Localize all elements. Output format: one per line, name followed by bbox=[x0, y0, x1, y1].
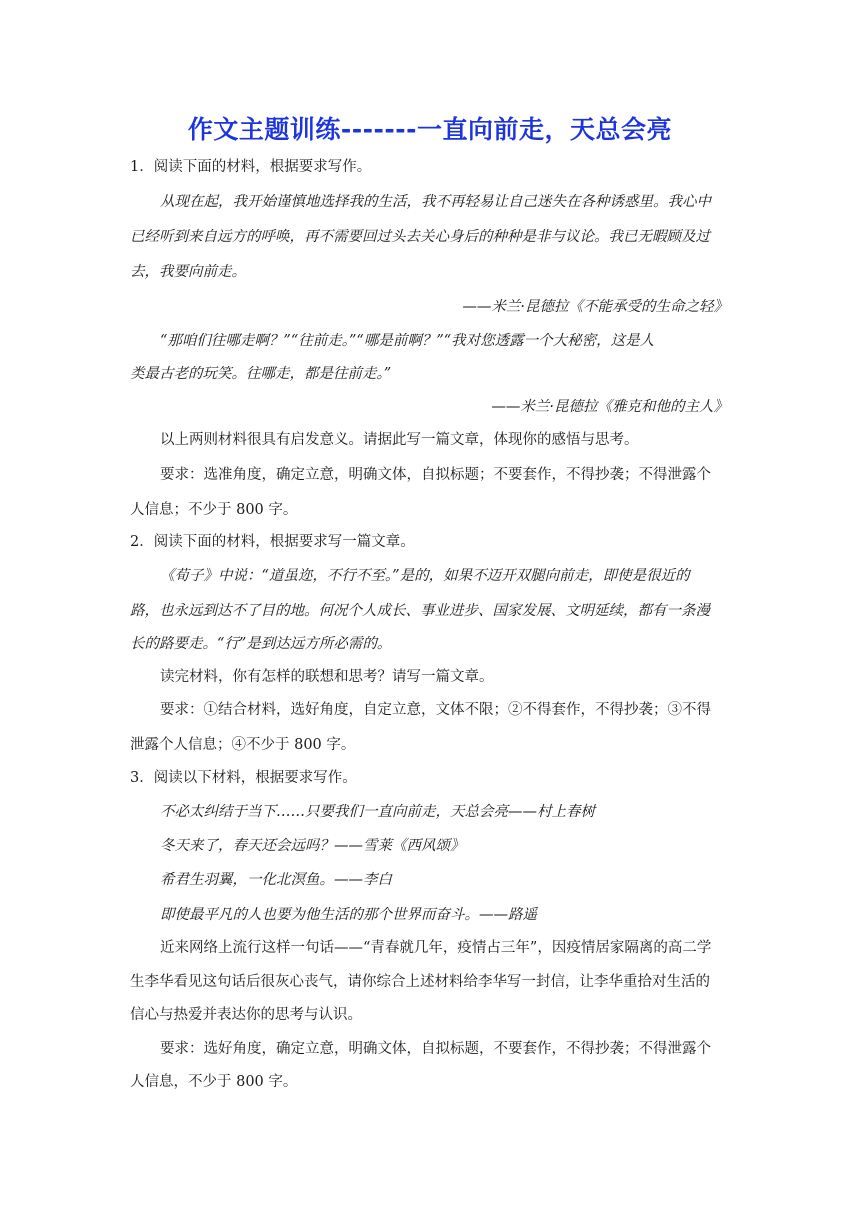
q3-task-line1: 近来网络上流行这样一句话——“青春就几年，疫情占三年”，因疫情居家隔离的高二学 bbox=[160, 940, 712, 956]
q1-material1-line1: 从现在起，我开始谨慎地选择我的生活，我不再轻易让自己迷失在各种诱惑里。我心中 bbox=[160, 194, 711, 210]
q2-task: 读完材料，你有怎样的联想和思考？请写一篇文章。 bbox=[160, 669, 494, 685]
q1-requirement-line2: 人信息；不少于 800 字。 bbox=[130, 502, 298, 518]
q3-task-line3: 信心与热爱并表达你的思考与认识。 bbox=[130, 1007, 362, 1023]
q2-requirement-line1: 要求：①结合材料，选好角度，自定立意，文体不限；②不得套作，不得抄袭；③不得 bbox=[160, 702, 711, 718]
q1-material1-line3: 去，我要向前走。 bbox=[130, 264, 246, 280]
q1-heading: 1．阅读下面的材料，根据要求写作。 bbox=[130, 159, 372, 175]
q1-material2-source: ——米兰·昆德拉《雅克和他的主人》 bbox=[491, 399, 728, 415]
q3-quote-2: 冬天来了，春天还会远吗？——雪莱《西风颂》 bbox=[160, 838, 465, 854]
q1-task: 以上两则材料很具有启发意义。请据此写一篇文章，体现你的感悟与思考。 bbox=[160, 432, 639, 448]
q2-material-line2: 路，也永远到达不了目的地。何况个人成长、事业进步、国家发展、文明延续，都有一条漫 bbox=[130, 603, 710, 619]
q1-material1-source: ——米兰·昆德拉《不能承受的生命之轻》 bbox=[462, 299, 728, 315]
q2-material-line3: 长的路要走。“行”是到达远方所必需的。 bbox=[130, 636, 392, 652]
q2-material-line1: 《荀子》中说：“道虽迩，不行不至。”是的，如果不迈开双腿向前走，即使是很近的 bbox=[160, 568, 690, 584]
q3-requirement-line2: 人信息，不少于 800 字。 bbox=[130, 1074, 298, 1090]
q3-quote-4: 即使最平凡的人也要为他生活的那个世界而奋斗。——路遥 bbox=[160, 907, 537, 923]
q3-heading: 3．阅读以下材料，根据要求写作。 bbox=[130, 770, 357, 786]
q2-heading: 2．阅读下面的材料，根据要求写一篇文章。 bbox=[130, 534, 415, 550]
q1-requirement-line1: 要求：选准角度，确定立意，明确文体，自拟标题；不要套作，不得抄袭；不得泄露个 bbox=[160, 467, 711, 483]
q3-quote-3: 希君生羽翼，一化北溟鱼。——李白 bbox=[160, 872, 392, 888]
q3-requirement-line1: 要求：选好角度，确定立意，明确文体，自拟标题，不要套作，不得抄袭；不得泄露个 bbox=[160, 1041, 711, 1057]
q1-material2-line1: “那咱们往哪走啊？”“往前走。”“哪是前啊？”“我对您透露一个大秘密，这是人 bbox=[160, 333, 655, 349]
q2-requirement-line2: 泄露个人信息；④不少于 800 字。 bbox=[130, 737, 356, 753]
document-title: 作文主题训练-------一直向前走，天总会亮 bbox=[187, 115, 673, 144]
q3-task-line2: 生李华看见这句话后很灰心丧气，请你综合上述材料给李华写一封信，让李华重拾对生活的 bbox=[130, 974, 710, 990]
q1-material2-line2: 类最古老的玩笑。往哪走，都是往前走。” bbox=[130, 366, 392, 382]
q3-quote-1: 不必太纠结于当下……只要我们一直向前走，天总会亮——村上春树 bbox=[160, 804, 595, 820]
q1-material1-line2: 已经听到来自远方的呼唤，再不需要回过头去关心身后的种种是非与议论。我已无暇顾及过 bbox=[130, 229, 710, 245]
